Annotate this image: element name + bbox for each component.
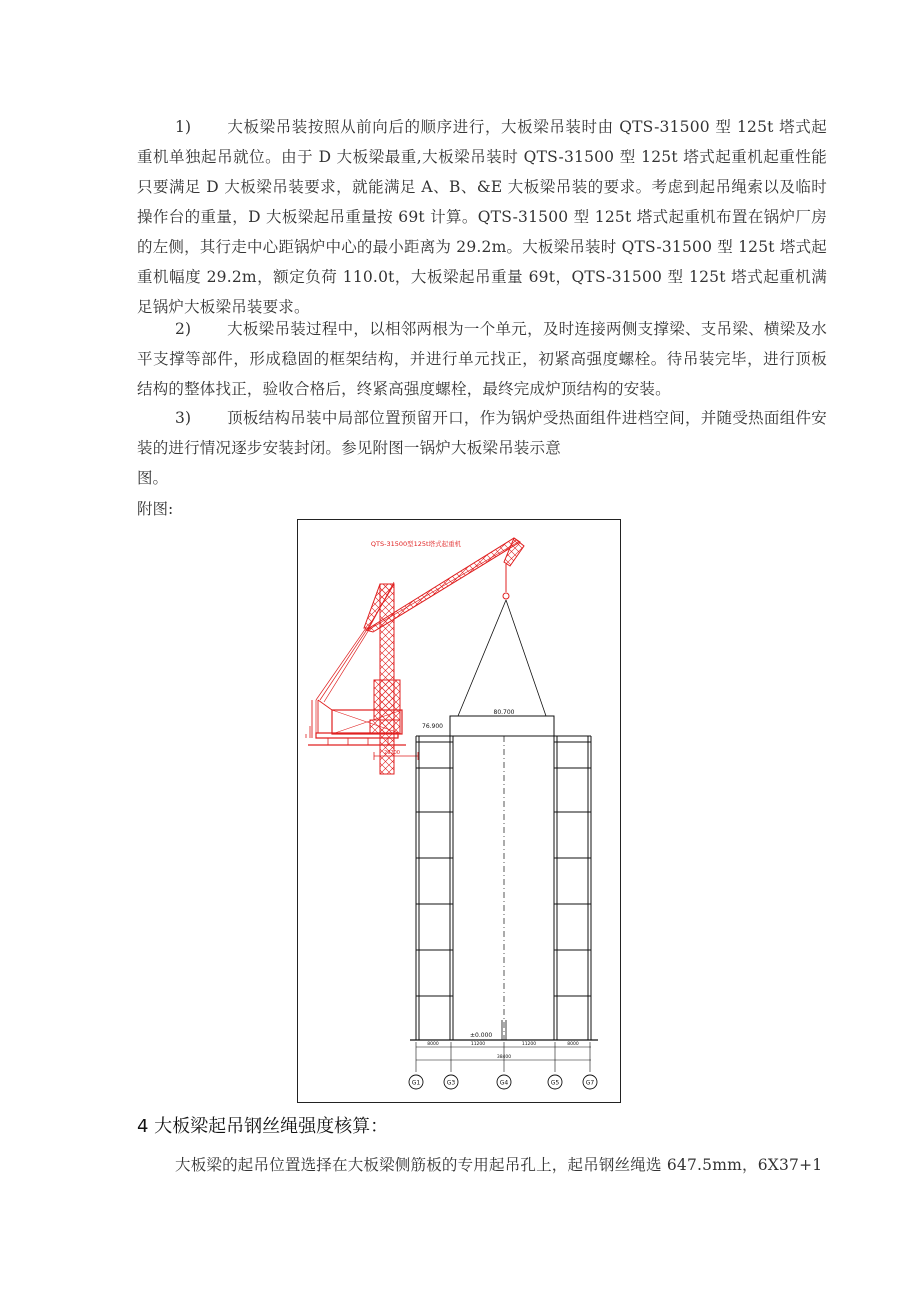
paragraph-number: 2) [175,320,192,338]
paragraph-text: 大板梁的起吊位置选择在大板梁侧筋板的专用起吊孔上，起吊钢丝绳选 647.5mm，6X37+1 [175,1156,823,1174]
beam-elevation: 80.700 [493,709,515,716]
crane-counterweight-struts [312,700,332,738]
lifting-slings [458,600,546,716]
ground-elevation: ±0.000 [470,1032,493,1039]
bay-dimension: 11200 [470,1042,486,1047]
frame-top-elevation: 76.900 [422,723,443,730]
tower-crane [306,538,524,774]
axis-label: G5 [550,1079,560,1087]
section-heading: 4 大板梁起吊钢丝绳强度核算： [137,1116,389,1137]
bay-dimension: 11200 [521,1042,537,1047]
left-column-inner [450,736,453,1040]
paragraph-text: 顶板结构吊装中局部位置预留开口，作为锅炉受热面组件进档空间，并随受热面组件安装的进行情况逐步安装封闭。参见附图一锅炉大板梁吊装示意 [137,409,827,457]
paragraph-continuation: 图。 [137,469,169,487]
paragraph-4 [137,1150,827,1180]
bay-dimension: 8000 [567,1042,579,1047]
axis-label: G1 [411,1079,421,1087]
axis-label: G3 [446,1079,456,1087]
right-tower-tiers [554,742,591,1040]
paragraph-3 [137,403,827,463]
right-column-outer [588,736,591,1040]
axis-label: G4 [499,1079,509,1087]
plate-beam [450,716,554,736]
crane-lifting-diagram [297,519,621,1103]
total-span: 38400 [496,1055,512,1060]
figure-label: 附图: [137,500,174,518]
paragraph-text: 大板梁吊装按照从前向后的顺序进行，大板梁吊装时由 QTS-31500 型 125t 塔式起重机单独起吊就位。由于 D 大板梁最重,大板梁吊装时 QTS-31500 型 125t 塔式起重机起重性能只要满足 D 大板梁吊装要求，就能满足 A、B、&E 大板梁吊装的要求。考虑到起吊绳索以及临时操作台的重量，D 大板梁起吊重量按 69t 计算。QTS-31500 型 125t 塔式起重机布置在锅炉厂房的左侧，其行走中心距锅炉中心的最小距离为 29.2m。大板梁吊装时 QTS-31500 型 125t 塔式起重机幅度 29.2m，额定负荷 110.0t，大板梁起吊重量 69t，QTS-31500 型 125t 塔式起重机满足锅炉大板梁吊装要求。 [137,118,827,316]
left-column-outer [416,736,419,1040]
paragraph-2 [137,314,827,404]
left-tower-tiers [416,742,453,1040]
crane-hook [503,593,509,599]
paragraph-text: 大板梁吊装过程中，以相邻两根为一个单元，及时连接两侧支撑梁、支吊梁、横梁及水平支撑等部件，形成稳固的框架结构，并进行单元找正，初紧高强度螺栓。待吊装完毕，进行顶板结构的整体找正，验收合格后，终紧高强度螺栓，最终完成炉顶结构的安装。 [137,320,827,398]
paragraph-1 [137,112,827,322]
paragraph-number: 3) [175,409,192,427]
bay-dimension: 8000 [427,1042,439,1047]
crane-backstays [316,628,370,702]
axis-label: G7 [585,1079,595,1087]
paragraph-number: 1) [175,118,192,136]
right-column-inner [554,736,557,1040]
diagram-svg [298,520,619,1101]
boiler-steel-frame [410,736,598,1072]
radius-label: 29200 [384,750,400,756]
crane-label: QTS-31500型125t塔式起重机 [370,540,462,548]
